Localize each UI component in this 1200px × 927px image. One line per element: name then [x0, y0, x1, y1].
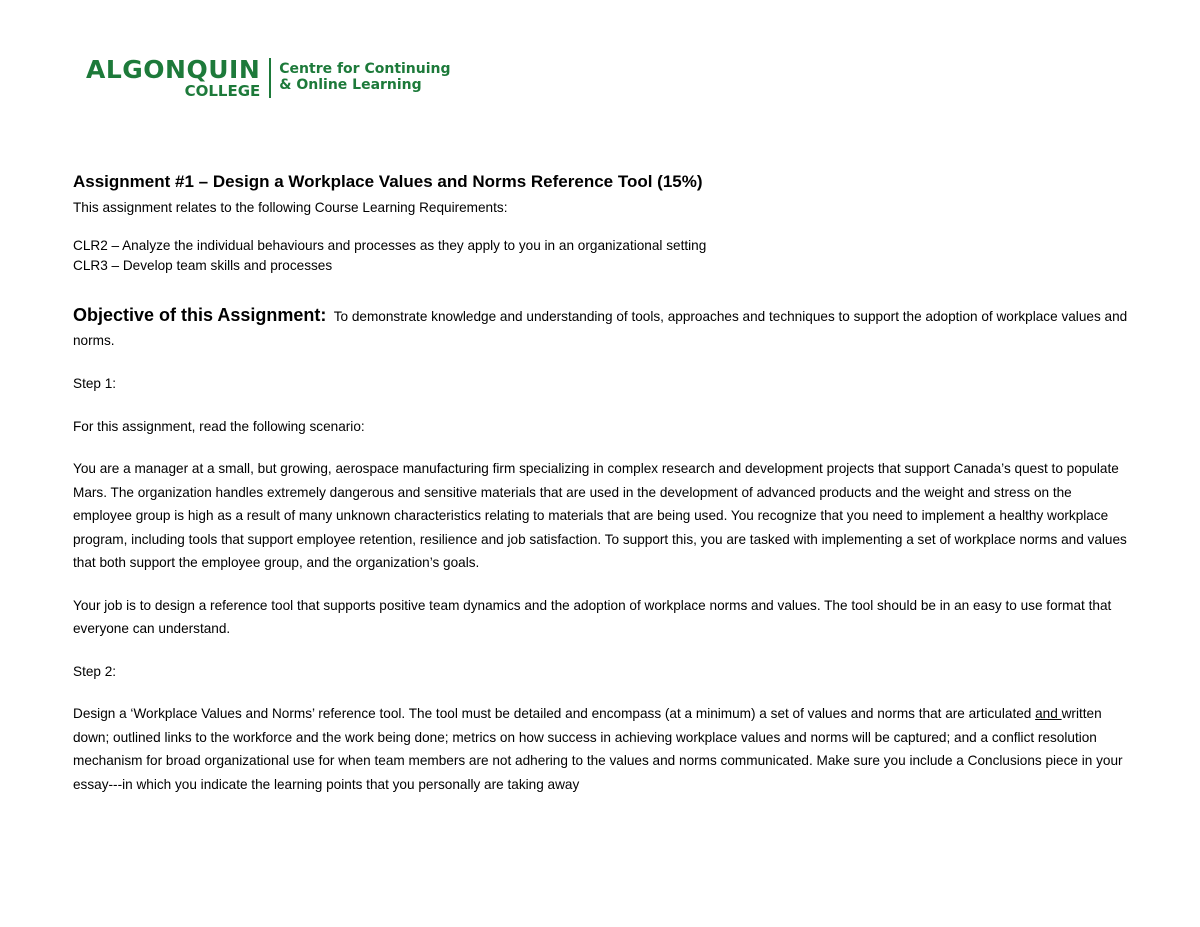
- scenario-paragraph: You are a manager at a small, but growing, aerospace manufacturing firm specializing in complex research and development projects that support Canada’s quest to populate Mars. The organization handles extremely dangerous and sensitive materials that are used in the development of advanced products and the weight and stress on the employee group is high as a result of many unknown characteristics relating to materials that are being used. You recognize that you need to implement a healthy workplace program, including tools that support employee retention, resilience and job satisfaction. To support this, you are tasked with implementing a set of workplace norms and values that both support the employee group, and the organization’s goals.: [73, 461, 1127, 570]
- design-underlined-text: and: [1035, 706, 1062, 721]
- scenario-intro: For this assignment, read the following scenario:: [73, 418, 365, 434]
- college-logo: [86, 56, 451, 100]
- assignment-title: Assignment #1 – Design a Workplace Values and Norms Reference Tool (15%): [73, 172, 703, 191]
- logo-department-line1: Centre for Continuing: [279, 61, 451, 78]
- job-paragraph: Your job is to design a reference tool that supports positive team dynamics and the adoption of workplace norms and values. The tool should be in an easy to use format that everyone can understand.: [73, 597, 1112, 636]
- objective-label: Objective of this Assignment:: [73, 305, 327, 325]
- logo-department-line2: & Online Learning: [279, 77, 422, 93]
- design-text-part1: Design a ‘Workplace Values and Norms’ reference tool. The tool must be detailed and encompass (at a minimum) a set of values and norms that are articulated: [73, 706, 1036, 721]
- logo-wordmark: [86, 57, 260, 99]
- step1-heading: Step 1:: [73, 376, 117, 391]
- clr-intro: This assignment relates to the following Course Learning Requirements:: [73, 200, 508, 215]
- logo-sub-text: COLLEGE: [184, 82, 261, 100]
- logo-divider: [269, 58, 271, 98]
- design-paragraph: [73, 702, 1133, 796]
- step2-heading: Step 2:: [73, 663, 117, 679]
- objective-paragraph: [73, 304, 1133, 352]
- logo-main-text: ALGONQUIN: [86, 55, 261, 84]
- objective-text: To demonstrate knowledge and understanding of tools, approaches and techniques to support the adoption of workplace values and norms.: [73, 309, 1128, 348]
- clr3-line: CLR3 – Develop team skills and processes: [73, 258, 333, 273]
- logo-department: [279, 62, 450, 93]
- design-text-part2: written down; outlined links to the workforce and the work being done; metrics on how success in achieving workplace values and norms will be captured; and a conflict resolution mechanism for broad organizational use for when team members are not adhering to the values and norms communicated. Make sure you include a Conclusions piece in your essay---in which you indicate the learning points that you personally are taking away: [73, 706, 1123, 792]
- clr2-line: CLR2 – Analyze the individual behaviours and processes as they apply to you in an organizational setting: [73, 238, 707, 253]
- document-body: [73, 170, 1133, 796]
